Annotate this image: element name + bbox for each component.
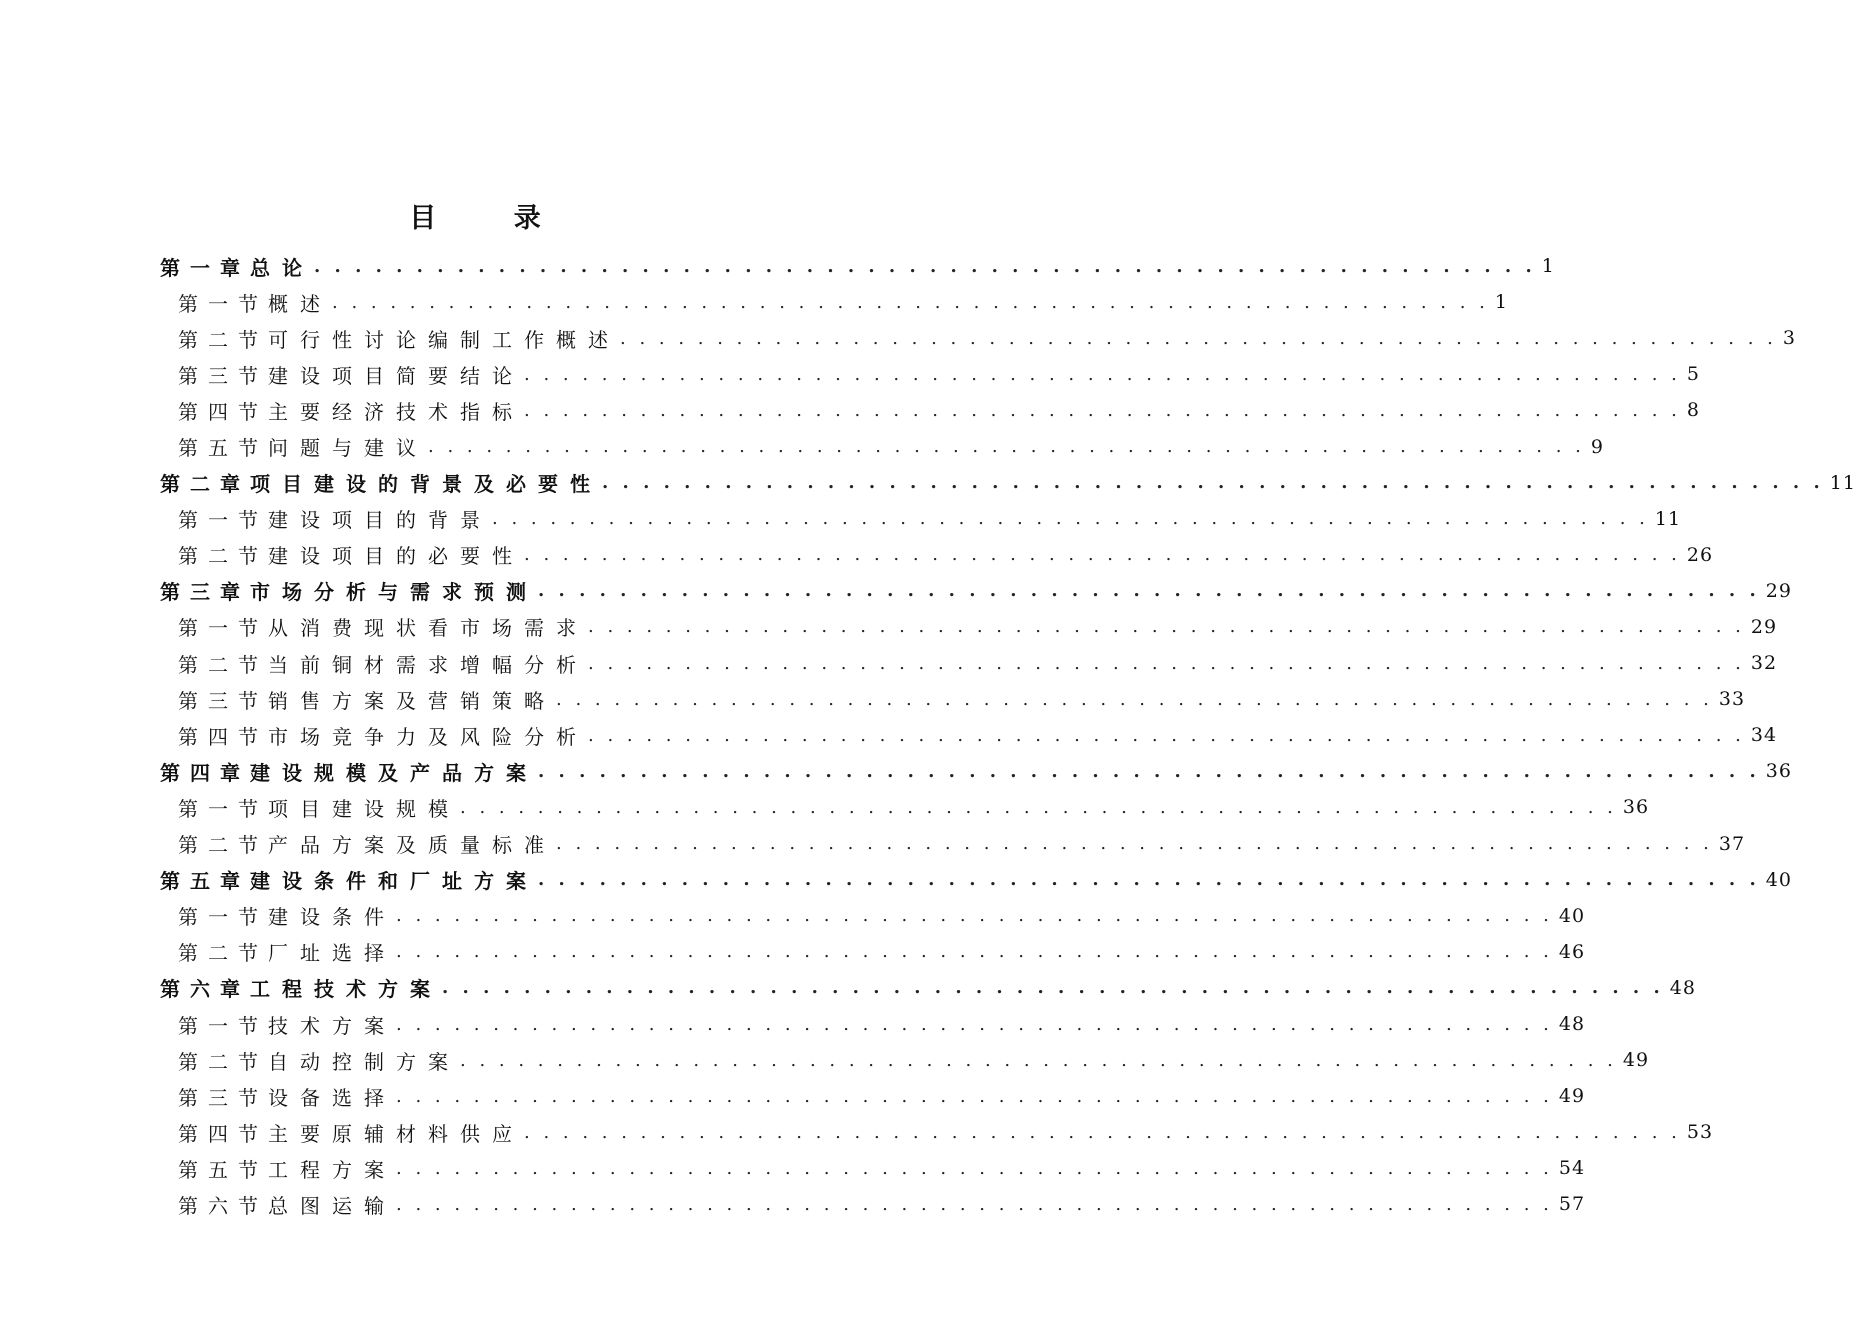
entry-number: 第二章: [160, 472, 250, 497]
toc-section-entry: [0, 681, 1746, 717]
entry-page-number: 11: [1829, 471, 1856, 494]
dot-leader: . . . . . . . . . . . . . . . . . . . . . . . . . . . . . . . . . . . . . . . . . . . . . . . . . . . . . . . . . . . .: [538, 869, 1760, 891]
entry-page-number: 26: [1686, 543, 1714, 566]
entry-number: 第三章: [160, 580, 250, 605]
entry-page-number: 36: [1765, 760, 1792, 783]
entry-page-number: 1: [1541, 255, 1555, 278]
entry-page-number: 1: [1494, 291, 1508, 314]
entry-number: 第二节: [178, 652, 268, 677]
entry-title: 建设条件: [268, 905, 396, 930]
toc-section-entry: [0, 826, 1746, 862]
entry-number: 第一章: [160, 255, 250, 280]
entry-title: 市场分析与需求预测: [250, 580, 538, 605]
toc-section-entry: [0, 789, 1650, 825]
entry-title: 市场竞争力及风险分析: [268, 724, 588, 749]
dot-leader: . . . . . . . . . . . . . . . . . . . . . . . . . . . . . . . . . . . . . . . . . . . . . . . . . . . . . . . . . . . .: [314, 255, 1536, 277]
dot-leader: . . . . . . . . . . . . . . . . . . . . . . . . . . . . . . . . . . . . . . . . . . . . . . . . . . . . . . . . . . . .: [396, 1085, 1553, 1107]
entry-title: 主要原辅材料供应: [268, 1121, 524, 1146]
entry-page-number: 34: [1750, 724, 1778, 747]
dot-leader: . . . . . . . . . . . . . . . . . . . . . . . . . . . . . . . . . . . . . . . . . . . . . . . . . . . . . . . . . . . .: [524, 399, 1681, 421]
toc-chapter-entry: [0, 248, 1555, 284]
toc-section-entry: [0, 356, 1700, 392]
dot-leader: . . . . . . . . . . . . . . . . . . . . . . . . . . . . . . . . . . . . . . . . . . . . . . . . . . . . . . . . . . . .: [556, 833, 1713, 855]
toc-section-entry: [0, 1186, 1586, 1222]
entry-title: 总论: [250, 255, 314, 280]
entry-page-number: 3: [1782, 327, 1796, 350]
dot-leader: . . . . . . . . . . . . . . . . . . . . . . . . . . . . . . . . . . . . . . . . . . . . . . . . . . . . . . . . . . . .: [524, 544, 1681, 566]
dot-leader: . . . . . . . . . . . . . . . . . . . . . . . . . . . . . . . . . . . . . . . . . . . . . . . . . . . . . . . . . . . .: [332, 291, 1489, 313]
dot-leader: . . . . . . . . . . . . . . . . . . . . . . . . . . . . . . . . . . . . . . . . . . . . . . . . . . . . . . . . . . . .: [396, 1013, 1553, 1035]
toc-section-entry: [0, 898, 1586, 934]
entry-page-number: 8: [1686, 399, 1700, 422]
toc-chapter-entry: [0, 862, 1792, 898]
dot-leader: . . . . . . . . . . . . . . . . . . . . . . . . . . . . . . . . . . . . . . . . . . . . . . . . . . . . . . . . . . . .: [396, 1157, 1553, 1179]
toc-section-entry: [0, 537, 1714, 573]
entry-page-number: 29: [1750, 615, 1778, 638]
entry-page-number: 46: [1558, 940, 1586, 963]
entry-number: 第一节: [178, 1013, 268, 1038]
toc-section-entry: [0, 717, 1778, 753]
toc-section-entry: [0, 1006, 1586, 1042]
dot-leader: . . . . . . . . . . . . . . . . . . . . . . . . . . . . . . . . . . . . . . . . . . . . . . . . . . . . . . . . . . . .: [556, 688, 1713, 710]
entry-page-number: 29: [1765, 579, 1792, 602]
entry-title: 概述: [268, 291, 332, 316]
entry-title: 从消费现状看市场需求: [268, 616, 588, 641]
toc-section-entry: [0, 501, 1682, 537]
entry-number: 第六章: [160, 977, 250, 1002]
entry-number: 第四章: [160, 760, 250, 785]
entry-page-number: 9: [1590, 435, 1604, 458]
entry-title: 产品方案及质量标准: [268, 833, 556, 858]
dot-leader: . . . . . . . . . . . . . . . . . . . . . . . . . . . . . . . . . . . . . . . . . . . . . . . . . . . . . . . . . . . .: [588, 616, 1745, 638]
toc-section-entry: [0, 284, 1508, 320]
entry-title: 建设项目的必要性: [268, 544, 524, 569]
entry-number: 第三节: [178, 1085, 268, 1110]
entry-number: 第三节: [178, 688, 268, 713]
entry-number: 第三节: [178, 363, 268, 388]
entry-page-number: 36: [1622, 796, 1650, 819]
entry-page-number: 54: [1558, 1157, 1586, 1180]
toc-section-entry: [0, 1114, 1714, 1150]
entry-number: 第四节: [178, 724, 268, 749]
toc-section-entry: [0, 1078, 1586, 1114]
entry-title: 问题与建议: [268, 436, 428, 461]
dot-leader: . . . . . . . . . . . . . . . . . . . . . . . . . . . . . . . . . . . . . . . . . . . . . . . . . . . . . . . . . . . .: [396, 1193, 1553, 1215]
entry-page-number: 48: [1558, 1013, 1586, 1036]
entry-title: 厂址选择: [268, 941, 396, 966]
entry-number: 第一节: [178, 616, 268, 641]
toc-section-entry: [0, 392, 1700, 428]
dot-leader: . . . . . . . . . . . . . . . . . . . . . . . . . . . . . . . . . . . . . . . . . . . . . . . . . . . . . . . . . . . .: [442, 977, 1664, 999]
entry-page-number: 49: [1622, 1049, 1650, 1072]
entry-page-number: 48: [1669, 976, 1696, 999]
dot-leader: . . . . . . . . . . . . . . . . . . . . . . . . . . . . . . . . . . . . . . . . . . . . . . . . . . . . . . . . . . . .: [396, 941, 1553, 963]
toc-section-entry: [0, 609, 1778, 645]
dot-leader: . . . . . . . . . . . . . . . . . . . . . . . . . . . . . . . . . . . . . . . . . . . . . . . . . . . . . . . . . . . .: [524, 1121, 1681, 1143]
dot-leader: . . . . . . . . . . . . . . . . . . . . . . . . . . . . . . . . . . . . . . . . . . . . . . . . . . . . . . . . . . . .: [396, 905, 1553, 927]
toc-section-entry: [0, 1150, 1586, 1186]
toc-section-entry: [0, 320, 1796, 356]
toc-section-entry: [0, 645, 1778, 681]
toc-section-entry: [0, 934, 1586, 970]
entry-number: 第一节: [178, 291, 268, 316]
entry-title: 总图运输: [268, 1193, 396, 1218]
entry-title: 工程技术方案: [250, 977, 442, 1002]
toc-section-entry: [0, 1042, 1650, 1078]
entry-number: 第六节: [178, 1193, 268, 1218]
entry-title: 项目建设规模: [268, 796, 460, 821]
entry-title: 自动控制方案: [268, 1049, 460, 1074]
toc-chapter-entry: [0, 970, 1696, 1006]
entry-number: 第五章: [160, 869, 250, 894]
entry-number: 第一节: [178, 796, 268, 821]
toc-chapter-entry: [0, 465, 1856, 501]
dot-leader: . . . . . . . . . . . . . . . . . . . . . . . . . . . . . . . . . . . . . . . . . . . . . . . . . . . . . . . . . . . .: [588, 652, 1745, 674]
entry-title: 建设规模及产品方案: [250, 760, 538, 785]
entry-page-number: 5: [1686, 363, 1700, 386]
dot-leader: . . . . . . . . . . . . . . . . . . . . . . . . . . . . . . . . . . . . . . . . . . . . . . . . . . . . . . . . . . . .: [602, 472, 1824, 494]
entry-number: 第二节: [178, 1049, 268, 1074]
dot-leader: . . . . . . . . . . . . . . . . . . . . . . . . . . . . . . . . . . . . . . . . . . . . . . . . . . . . . . . . . . . .: [620, 327, 1777, 349]
dot-leader: . . . . . . . . . . . . . . . . . . . . . . . . . . . . . . . . . . . . . . . . . . . . . . . . . . . . . . . . . . . .: [428, 436, 1585, 458]
entry-page-number: 40: [1765, 868, 1792, 891]
entry-page-number: 49: [1558, 1085, 1586, 1108]
entry-number: 第二节: [178, 833, 268, 858]
entry-title: 主要经济技术指标: [268, 399, 524, 424]
entry-title: 项目建设的背景及必要性: [250, 472, 602, 497]
entry-page-number: 53: [1686, 1121, 1714, 1144]
entry-title: 建设项目简要结论: [268, 363, 524, 388]
entry-number: 第五节: [178, 1157, 268, 1182]
entry-page-number: 40: [1558, 904, 1586, 927]
entry-title: 可行性讨论编制工作概述: [268, 327, 620, 352]
entry-number: 第一节: [178, 508, 268, 533]
entry-page-number: 33: [1718, 688, 1746, 711]
entry-title: 工程方案: [268, 1157, 396, 1182]
toc-chapter-entry: [0, 753, 1792, 789]
dot-leader: . . . . . . . . . . . . . . . . . . . . . . . . . . . . . . . . . . . . . . . . . . . . . . . . . . . . . . . . . . . .: [538, 760, 1760, 782]
dot-leader: . . . . . . . . . . . . . . . . . . . . . . . . . . . . . . . . . . . . . . . . . . . . . . . . . . . . . . . . . . . .: [492, 508, 1649, 530]
dot-leader: . . . . . . . . . . . . . . . . . . . . . . . . . . . . . . . . . . . . . . . . . . . . . . . . . . . . . . . . . . . .: [460, 1049, 1617, 1071]
entry-number: 第二节: [178, 544, 268, 569]
toc-chapter-entry: [0, 573, 1792, 609]
entry-number: 第一节: [178, 905, 268, 930]
dot-leader: . . . . . . . . . . . . . . . . . . . . . . . . . . . . . . . . . . . . . . . . . . . . . . . . . . . . . . . . . . . .: [538, 580, 1760, 602]
table-of-contents: [0, 248, 1856, 1223]
toc-section-entry: [0, 428, 1604, 464]
toc-title: 目 录: [409, 203, 575, 234]
entry-page-number: 57: [1558, 1193, 1586, 1216]
entry-number: 第四节: [178, 399, 268, 424]
entry-title: 技术方案: [268, 1013, 396, 1038]
entry-title: 建设项目的背景: [268, 508, 492, 533]
entry-page-number: 11: [1654, 507, 1682, 530]
entry-number: 第二节: [178, 941, 268, 966]
entry-page-number: 32: [1750, 652, 1778, 675]
dot-leader: . . . . . . . . . . . . . . . . . . . . . . . . . . . . . . . . . . . . . . . . . . . . . . . . . . . . . . . . . . . .: [524, 363, 1681, 385]
entry-title: 当前铜材需求增幅分析: [268, 652, 588, 677]
entry-title: 设备选择: [268, 1085, 396, 1110]
entry-title: 建设条件和厂址方案: [250, 869, 538, 894]
entry-number: 第五节: [178, 436, 268, 461]
entry-number: 第四节: [178, 1121, 268, 1146]
entry-number: 第二节: [178, 327, 268, 352]
dot-leader: . . . . . . . . . . . . . . . . . . . . . . . . . . . . . . . . . . . . . . . . . . . . . . . . . . . . . . . . . . . .: [460, 796, 1617, 818]
entry-page-number: 37: [1718, 832, 1746, 855]
entry-title: 销售方案及营销策略: [268, 688, 556, 713]
dot-leader: . . . . . . . . . . . . . . . . . . . . . . . . . . . . . . . . . . . . . . . . . . . . . . . . . . . . . . . . . . . .: [588, 724, 1745, 746]
